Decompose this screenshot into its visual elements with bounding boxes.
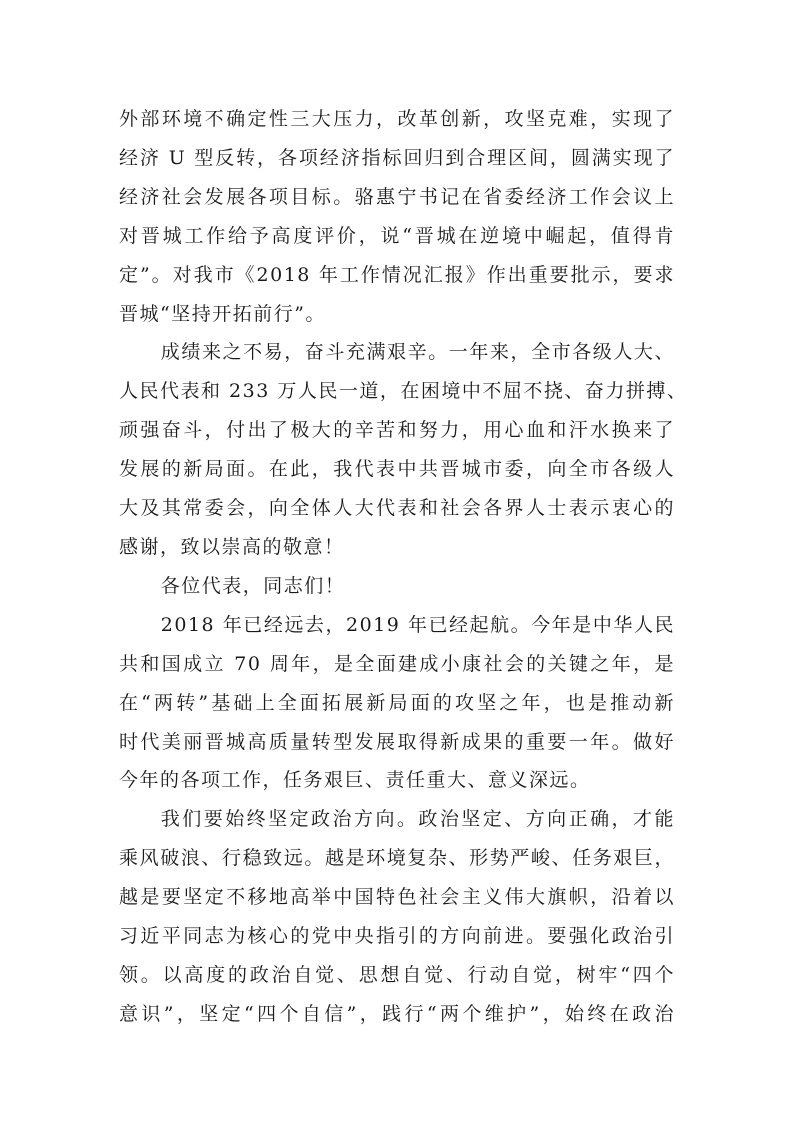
text-line: 人民代表和 233 万人民一道，在困境中不屈不挠、奋力拼搏、	[119, 380, 688, 403]
text-line: 各位代表，同志们！	[160, 574, 346, 597]
paragraph-4	[119, 606, 675, 801]
text-line: 定”。对我市《2018 年工作情况汇报》作出重要批示，要求	[119, 263, 675, 286]
paragraph-2	[119, 333, 688, 566]
paragraph-1	[119, 100, 675, 333]
text-line: 我们要始终坚定政治方向。政治坚定、方向正确，才能	[160, 808, 675, 831]
text-line: 发展的新局面。在此，我代表中共晋城市委，向全市各级人	[119, 458, 675, 481]
text-line: 晋城“坚持开拓前行”。	[119, 302, 326, 325]
text-line: 顽强奋斗，付出了极大的辛苦和努力，用心血和汗水换来了	[119, 419, 675, 442]
text-line: 对晋城工作给予高度评价，说“晋城在逆境中崛起，值得肯	[119, 224, 675, 247]
text-line: 经济 U 型反转，各项经济指标回归到合理区间，圆满实现了	[119, 146, 675, 169]
text-line: 经济社会发展各项目标。骆惠宁书记在省委经济工作会议上	[119, 185, 675, 208]
document-page	[119, 100, 688, 1034]
text-line: 时代美丽晋城高质量转型发展取得新成果的重要一年。做好	[119, 730, 675, 753]
text-line: 领。以高度的政治自觉、思想自觉、行动自觉，树牢“四个	[119, 963, 675, 986]
text-line: 2018 年已经远去，2019 年已经起航。今年是中华人民	[160, 613, 675, 636]
text-line: 乘风破浪、行稳致远。越是环境复杂、形势严峻、任务艰巨，	[119, 847, 675, 870]
text-line: 外部环境不确定性三大压力，改革创新，攻坚克难，实现了	[119, 108, 675, 130]
paragraph-3-salutation	[119, 567, 675, 606]
text-line: 意识”，坚定“四个自信”，践行“两个维护”，始终在政治	[119, 1002, 675, 1025]
text-line: 越是要坚定不移地高举中国特色社会主义伟大旗帜，沿着以	[119, 886, 675, 909]
text-line: 共和国成立 70 周年，是全面建成小康社会的关键之年，是	[119, 652, 675, 675]
text-line: 今年的各项工作，任务艰巨、责任重大、意义深远。	[119, 769, 591, 792]
text-line: 习近平同志为核心的党中央指引的方向前进。要强化政治引	[119, 925, 675, 948]
text-line: 成绩来之不易，奋斗充满艰辛。一年来，全市各级人大、	[160, 341, 675, 364]
text-line: 在“两转”基础上全面拓展新局面的攻坚之年，也是推动新	[119, 691, 675, 714]
text-line: 感谢，致以崇高的敬意！	[119, 535, 345, 558]
text-line: 大及其常委会，向全体人大代表和社会各界人士表示衷心的	[119, 497, 675, 520]
paragraph-5	[119, 800, 675, 1033]
